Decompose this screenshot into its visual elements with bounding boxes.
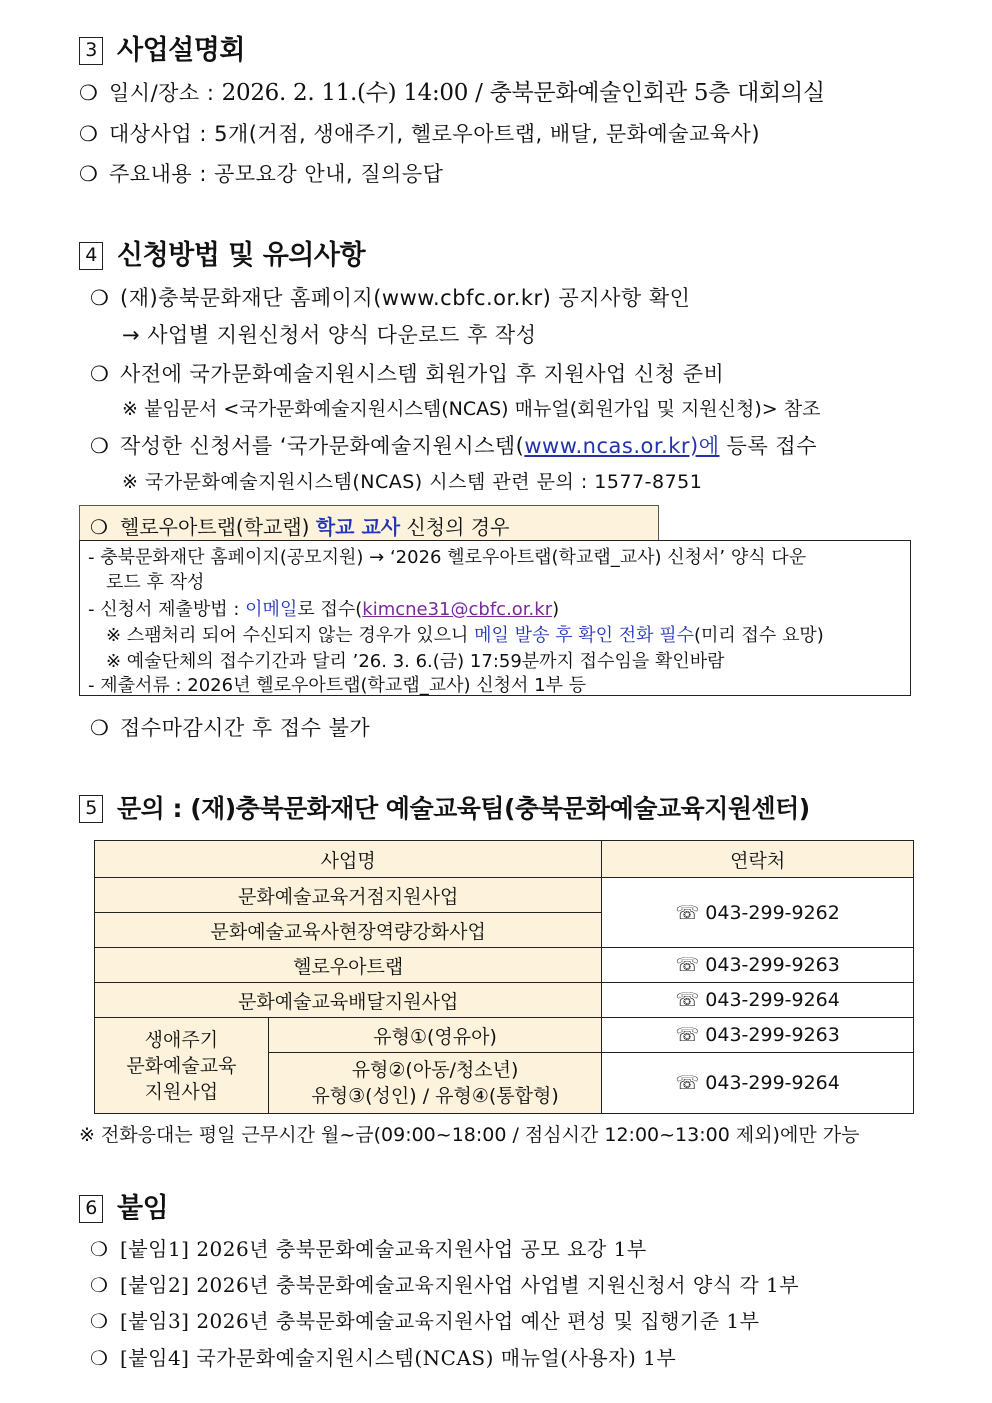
s4-item-submit: ❍ 작성한 신청서를 ‘국가문화예술지원시스템(www.ncas.or.kr)에 등록 접수 <box>90 434 817 458</box>
section-4-heading: 4 신청방법 및 유의사항 <box>79 233 365 272</box>
email-address-link[interactable]: kimcne31@cbfc.or.kr <box>362 599 553 620</box>
table-row: 헬로우아트랩 ☏ 043-299-9263 <box>95 948 914 983</box>
section-number: 6 <box>79 1195 103 1223</box>
s4-item-submit-sub: ※ 국가문화예술지원시스템(NCAS) 시스템 관련 문의 : 1577-8751 <box>122 471 703 493</box>
table-row: 문화예술교육거점지원사업 ☏ 043-299-9262 <box>95 878 914 913</box>
section-number: 4 <box>79 242 103 270</box>
highlight-box-teacher: ❍ 헬로우아트랩(학교랩) 학교 교사 신청의 경우 <box>79 505 659 540</box>
section-3-heading: 3 사업설명회 <box>79 28 245 67</box>
phone-number: ☏ 043-299-9264 <box>602 1053 914 1114</box>
bullet-circle-icon: ❍ <box>79 81 99 105</box>
table-row: 문화예술교육배달지원사업 ☏ 043-299-9264 <box>95 983 914 1018</box>
bullet-circle-icon: ❍ <box>79 162 99 186</box>
bullet-circle-icon: ❍ <box>90 1237 109 1261</box>
notice-line: 로드 후 작성 <box>106 572 205 593</box>
notice-box <box>79 540 911 696</box>
s4-item-homepage: ❍ (재)충북문화재단 홈페이지(www.cbfc.or.kr) 공지사항 확인 <box>90 286 691 310</box>
bullet-circle-icon: ❍ <box>90 716 110 740</box>
s4-item-register-sub: ※ 붙임문서 <국가문화예술지원시스템(NCAS) 매뉴얼(회원가입 및 지원신청)> 참조 <box>122 398 821 420</box>
s3-item-target: ❍ 대상사업 : 5개(거점, 생애주기, 헬로우아트랩, 배달, 문화예술교육사) <box>79 122 761 146</box>
lifecycle-label: 생애주기 문화예술교육 지원사업 <box>95 1018 269 1114</box>
section-number: 3 <box>79 37 103 65</box>
contact-table <box>94 840 914 1114</box>
phone-number: ☏ 043-299-9263 <box>602 1018 914 1053</box>
phone-number: ☏ 043-299-9263 <box>602 948 914 983</box>
attachment-item: ❍ [붙임2] 2026년 충북문화예술교육지원사업 사업별 지원신청서 양식 각 1부 <box>90 1273 800 1297</box>
bullet-circle-icon: ❍ <box>90 1309 109 1333</box>
bullet-circle-icon: ❍ <box>90 1346 109 1370</box>
table-row: 유형②(아동/청소년) 유형③(성인) / 유형④(통합형) ☏ 043-299-9264 <box>95 1053 914 1114</box>
notice-line: - 제출서류 : 2026년 헬로우아트랩(학교랩_교사) 신청서 1부 등 <box>88 675 587 696</box>
notice-line: ※ 스팸처리 되어 수신되지 않는 경우가 있으니 메일 발송 후 확인 전화 필수(미리 접수 요망) <box>106 625 824 646</box>
bullet-circle-icon: ❍ <box>90 515 108 539</box>
col-program-name: 사업명 <box>95 841 602 878</box>
s3-item-schedule: ❍ 일시/장소 : 2026. 2. 11.(수) 14:00 / 충북문화예술인회관 5층 대회의실 <box>79 80 825 106</box>
col-contact: 연락처 <box>602 841 914 878</box>
notice-line: - 충북문화재단 홈페이지(공모지원) → ‘2026 헬로우아트랩(학교랩_교사) 신청서’ 양식 다운 <box>88 547 807 568</box>
attachment-item: ❍ [붙임3] 2026년 충북문화예술교육지원사업 예산 편성 및 집행기준 1부 <box>90 1309 760 1333</box>
bullet-circle-icon: ❍ <box>79 122 99 146</box>
phone-number: ☏ 043-299-9262 <box>602 878 914 948</box>
section-5-heading: 5 문의 : (재)충북문화재단 예술교육팀(충북문화예술교육지원센터) <box>79 789 810 825</box>
table-row: 문화예술교육사현장역량강화사업 <box>95 913 914 948</box>
bullet-circle-icon: ❍ <box>90 286 110 310</box>
s4-item-register: ❍ 사전에 국가문화예술지원시스템 회원가입 후 지원사업 신청 준비 <box>90 362 725 386</box>
section-6-heading: 6 붙임 <box>79 1186 168 1225</box>
attachment-item: ❍ [붙임4] 국가문화예술지원시스템(NCAS) 매뉴얼(사용자) 1부 <box>90 1346 677 1370</box>
table-header-row <box>95 841 914 878</box>
s3-item-content: ❍ 주요내용 : 공모요강 안내, 질의응답 <box>79 162 444 186</box>
bullet-circle-icon: ❍ <box>90 434 110 458</box>
s4-item-homepage-sub: → 사업별 지원신청서 양식 다운로드 후 작성 <box>122 323 537 347</box>
phone-number: ☏ 043-299-9264 <box>602 983 914 1018</box>
ncas-link[interactable]: www.ncas.or.kr)에 <box>524 434 720 458</box>
bullet-circle-icon: ❍ <box>90 1273 109 1297</box>
s4-item-deadline: ❍ 접수마감시간 후 접수 불가 <box>90 716 371 740</box>
phone-hours-note: ※ 전화응대는 평일 근무시간 월~금(09:00~18:00 / 점심시간 12:00~13:00 제외)에만 가능 <box>79 1124 860 1146</box>
notice-line: ※ 예술단체의 접수기간과 달리 ’26. 3. 6.(금) 17:59분까지 접수임을 확인바람 <box>106 651 725 672</box>
notice-line: - 신청서 제출방법 : 이메일로 접수(kimcne31@cbfc.or.kr) <box>88 599 560 620</box>
bullet-circle-icon: ❍ <box>90 362 110 386</box>
table-row: 생애주기 문화예술교육 지원사업 유형①(영유아) ☏ 043-299-9263 <box>95 1018 914 1053</box>
attachment-item: ❍ [붙임1] 2026년 충북문화예술교육지원사업 공모 요강 1부 <box>90 1237 647 1261</box>
section-number: 5 <box>79 795 103 823</box>
